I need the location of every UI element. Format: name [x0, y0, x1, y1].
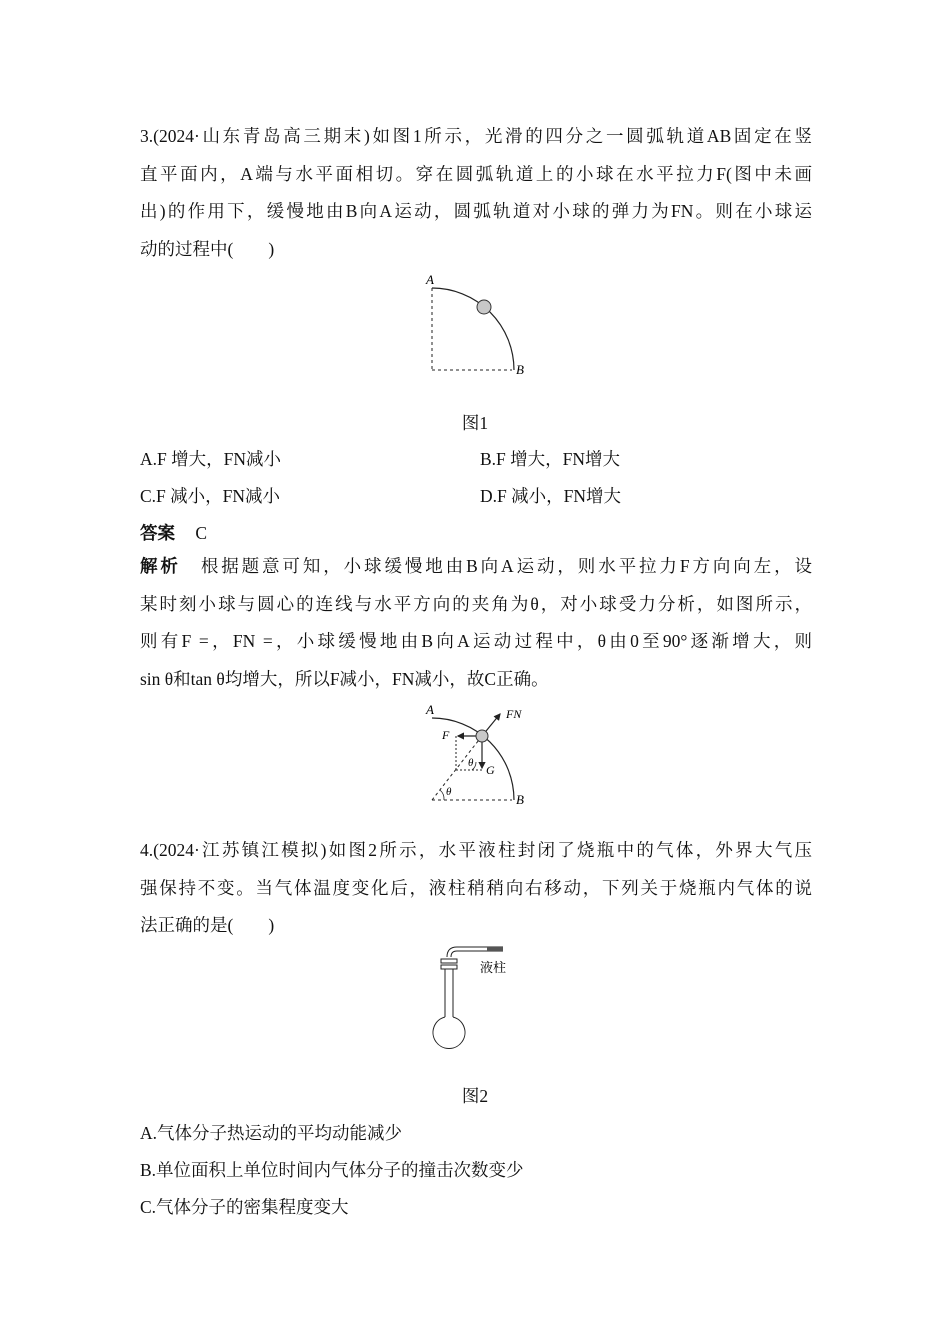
q3-line-4: 动的过程中( ) — [140, 238, 275, 259]
q3-option-c: C.F 减小，FN减小 — [140, 486, 281, 506]
stopper-top — [441, 959, 457, 963]
tube-inner — [451, 951, 503, 957]
q3-option-b: B.F 增大，FN增大 — [480, 449, 621, 469]
q4-option-b: B.单位面积上单位时间内气体分子的撞击次数变少 — [140, 1160, 524, 1180]
answer-label: 答案 — [140, 523, 175, 543]
q4-line-2: 强保持不变。当气体温度变化后，液柱稍稍向右移动，下列关于烧瓶内气体的说 — [140, 877, 812, 898]
answer-value: C — [195, 523, 208, 543]
analysis-label: 解析 — [140, 556, 181, 576]
label-b: B — [516, 792, 524, 807]
q3-option-d: D.F 减小，FN增大 — [480, 486, 621, 506]
q3-analysis — [140, 548, 812, 698]
ball — [477, 300, 491, 314]
question-3-stem — [140, 118, 812, 268]
arc-track — [432, 288, 514, 370]
q3-line-3: 出)的作用下，缓慢地由B向A运动，圆弧轨道对小球的弹力为FN。则在小球运 — [140, 201, 812, 221]
q3-option-a: A.F 增大，FN减小 — [140, 449, 281, 469]
liquid-column — [487, 947, 503, 951]
figure-force-analysis — [420, 700, 535, 808]
label-theta-bottom: θ — [446, 786, 452, 798]
question-4-stem — [140, 832, 812, 945]
q3-answer — [140, 520, 207, 545]
q4-option-c: C.气体分子的密集程度变大 — [140, 1197, 349, 1217]
label-g: G — [486, 763, 495, 777]
analysis-line-3: 则有F =，FN =，小球缓慢地由B向A运动过程中，θ由0至90°逐渐增大，则 — [140, 631, 812, 651]
label-liquid-column: 液柱 — [480, 960, 507, 975]
analysis-line-4: sin θ和tan θ均增大，所以F减小，FN减小，故C正确。 — [140, 668, 549, 689]
q4-option-a: A.气体分子热运动的平均动能减少 — [140, 1123, 403, 1143]
q3-line-1: 3.(2024·山东青岛高三期末)如图1所示，光滑的四分之一圆弧轨道AB固定在竖 — [140, 126, 812, 146]
q4-line-3: 法正确的是( ) — [140, 915, 275, 935]
label-a: A — [426, 702, 434, 717]
analysis-line-2: 某时刻小球与圆心的连线与水平方向的夹角为θ，对小球受力分析，如图所示， — [140, 593, 812, 614]
label-f: F — [442, 728, 450, 742]
angle-arc-bottom — [440, 790, 444, 800]
ball — [476, 730, 488, 742]
q3-line-2: 直平面内，A端与水平面相切。穿在圆弧轨道上的小球在水平拉力F(图中未画 — [140, 163, 812, 184]
figure-1-quarter-arc — [420, 270, 540, 385]
analysis-line-1: 解析 根据题意可知，小球缓慢地由B向A运动，则水平拉力F方向向左，设 — [140, 556, 812, 576]
label-theta-top: θ — [468, 757, 474, 769]
label-a: A — [426, 272, 434, 287]
figure-2-flask — [425, 945, 525, 1050]
figure-2-caption: 图2 — [461, 1086, 489, 1106]
figure-1-caption: 图1 — [461, 413, 489, 433]
flask-bulb — [433, 1017, 465, 1048]
stopper-bottom — [441, 965, 457, 969]
label-b: B — [516, 362, 524, 377]
label-fn: FN — [506, 707, 522, 721]
q4-line-1: 4.(2024·江苏镇江模拟)如图2所示，水平液柱封闭了烧瓶中的气体，外界大气压 — [140, 840, 812, 860]
